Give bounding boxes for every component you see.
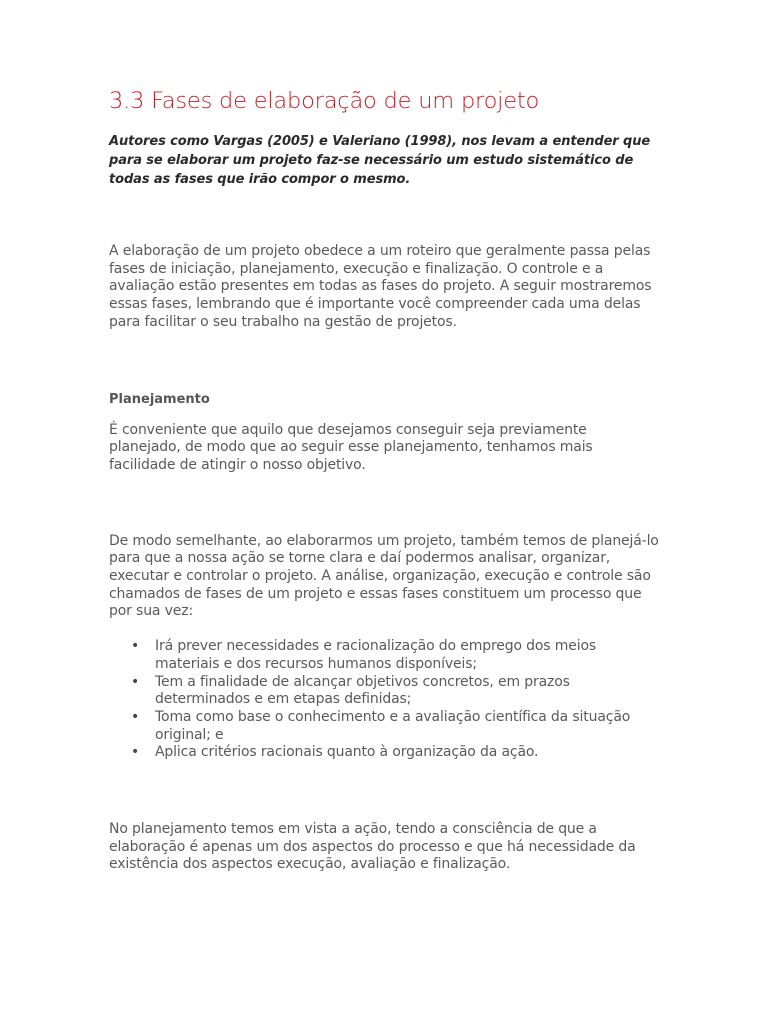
list-item <box>109 638 659 673</box>
body-paragraph-4: No planejamento temos em vista a ação, tendo a consciência de que a elaboração é apenas um dos aspectos do processo e que há necessidade da existência dos aspectos execução, avaliação e finalização. <box>109 821 636 873</box>
body-paragraph-2: É conveniente que aquilo que desejamos conseguir seja previamente planejado, de modo que ao seguir esse planejamento, tenhamos mais facilidade de atingir o nosso objetivo. <box>109 421 593 473</box>
list-item-text: Irá prever necessidades e racionalização do emprego dos meios materiais e dos recursos humanos disponíveis; <box>155 638 597 672</box>
section-heading-planejamento: Planejamento <box>109 391 210 407</box>
list-item <box>109 709 659 744</box>
intro-paragraph: Autores como Vargas (2005) e Valeriano (1998), nos levam a entender que para se elaborar um projeto faz-se necessário um estudo sistemático de todas as fases que irão compor o mesmo. <box>109 134 651 187</box>
body-paragraph-3: De modo semelhante, ao elaborarmos um projeto, também temos de planejá-lo para que a nossa ação se torne clara e daí podermos analisar, organizar, executar e controlar o projeto. A análise, organização, execução e controle são chamados de fases de um projeto e essas fases constituem um processo que por sua vez: <box>109 532 659 620</box>
list-item-text: Aplica critérios racionais quanto à organização da ação. <box>155 744 539 761</box>
page-title: 3.3 Fases de elaboração de um projeto <box>109 88 540 114</box>
bullet-icon: • <box>131 744 140 761</box>
bullet-list <box>109 638 659 762</box>
list-item <box>109 744 659 762</box>
bullet-icon: • <box>131 708 140 725</box>
list-item-text: Tem a finalidade de alcançar objetivos concretos, em prazos determinados e em etapas definidas; <box>155 673 570 708</box>
bullet-icon: • <box>131 673 140 690</box>
document-page <box>109 86 659 874</box>
list-item <box>109 674 659 709</box>
list-item-text: Toma como base o conhecimento e a avaliação científica da situação original; e <box>155 708 631 743</box>
bullet-icon: • <box>131 638 140 655</box>
body-paragraph-1: A elaboração de um projeto obedece a um roteiro que geralmente passa pelas fases de iniciação, planejamento, execução e finalização. O controle e a avaliação estão presentes em todas as fases do projeto. A seguir mostraremos essas fases, lembrando que é importante você compreender cada uma delas para facilitar o seu trabalho na gestão de projetos. <box>109 243 652 330</box>
